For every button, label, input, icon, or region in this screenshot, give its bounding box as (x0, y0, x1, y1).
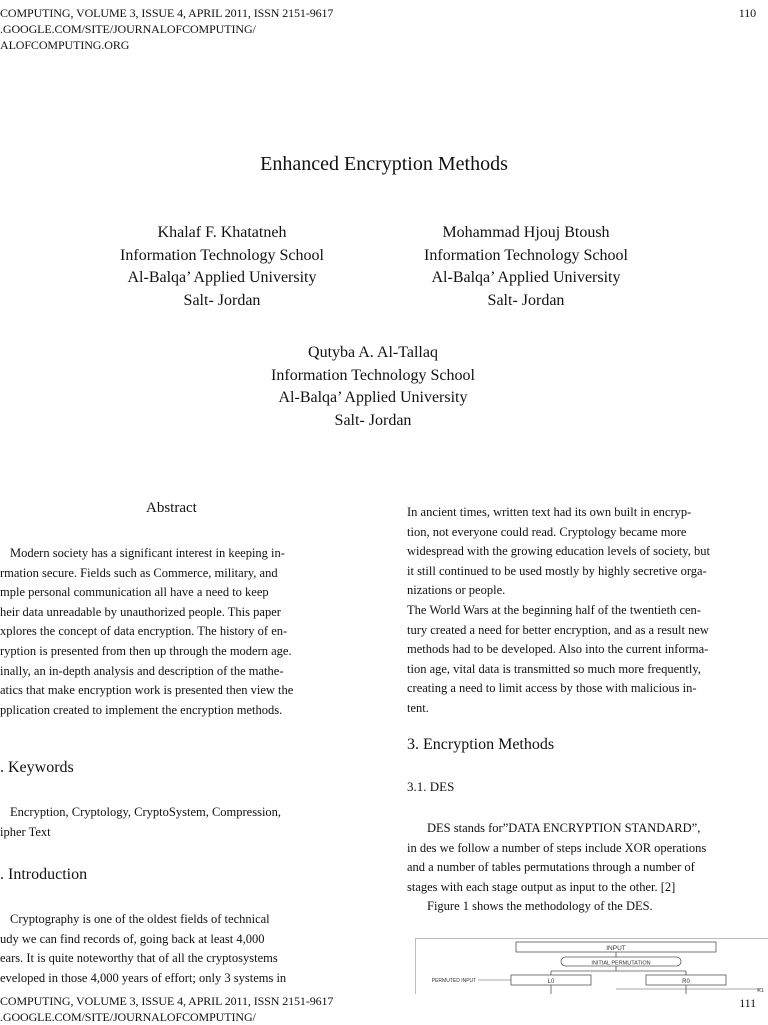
header-url-line: .GOOGLE.COM/SITE/JOURNALOFCOMPUTING/ (0, 1010, 256, 1024)
body-line: it still continued to be used mostly by highly secretive orga- (407, 563, 707, 578)
abstract-line: heir data unreadable by unauthorized people. This paper (0, 604, 281, 619)
r0-label: R0 (682, 979, 690, 985)
keywords-line: ipher Text (0, 824, 51, 839)
author-name: Mohammad Hjouj Btoush (442, 224, 610, 241)
abstract-heading: Abstract (146, 500, 197, 516)
author-university: Al-Balqa’ Applied University (431, 269, 621, 287)
header-journal-line: COMPUTING, VOLUME 3, ISSUE 4, APRIL 2011, ISSN 2151-9617 (0, 6, 334, 20)
keywords-line: Encryption, Cryptology, CryptoSystem, Compression, (10, 805, 282, 819)
author-block-2 (424, 222, 628, 312)
body-line: in des we follow a number of steps include XOR operations (407, 840, 707, 855)
introduction-heading: . Introduction (0, 866, 88, 883)
introduction-body (0, 910, 286, 988)
l0-label: L0 (547, 979, 555, 985)
body-line: In ancient times, written text had its own built in encryp- (407, 505, 692, 519)
abstract-line: mple personal communication all have a need to keep (0, 585, 269, 600)
body-line: tent. (407, 700, 429, 715)
des-figure (415, 938, 768, 994)
body-line: and a number of tables permutations through a number of (407, 860, 695, 875)
des-paragraph (407, 819, 706, 917)
abstract-line: inally, an in-depth analysis and description of the mathe- (0, 663, 284, 678)
introduction-line: eveloped in those 4,000 years of effort; only 3 systems in (0, 970, 287, 985)
running-header-bottom (0, 993, 333, 1025)
body-line: tion age, vital data is transmitted so much more frequently, (407, 661, 701, 676)
abstract-line: xplores the concept of data encryption. The history of en- (0, 624, 288, 639)
keywords-heading: . Keywords (0, 759, 74, 776)
section-3-heading: 3. Encryption Methods (407, 736, 555, 753)
abstract-line: ryption is presented from then up through the modern age. (0, 643, 292, 658)
permuted-input-label: PERMUTED INPUT (431, 978, 477, 984)
abstract-line: atics that make encryption work is presented then view the (0, 683, 294, 698)
des-diagram (416, 939, 768, 994)
author-block-1 (120, 222, 324, 312)
body-line: Figure 1 shows the methodology of the DES. (427, 899, 653, 914)
k1-label: K1 (757, 988, 764, 994)
abstract-line: pplication created to implement the encryption methods. (0, 702, 283, 717)
subsection-3-1-heading: 3.1. DES (407, 779, 455, 794)
body-line: tury created a need for better encryption, and as a result new (407, 622, 709, 637)
abstract-line: Modern society has a significant interest in keeping in- (10, 546, 285, 560)
author-block-3 (271, 342, 475, 432)
author-school: Information Technology School (271, 366, 475, 384)
body-line: stages with each stage output as input to the other. [2] (407, 879, 676, 894)
body-line: tion, not everyone could read. Cryptology became more (407, 524, 687, 539)
header-site-line: ALOFCOMPUTING.ORG (0, 38, 130, 52)
author-location: Salt- Jordan (183, 291, 261, 309)
keywords-body (0, 803, 281, 842)
header-journal-line: COMPUTING, VOLUME 3, ISSUE 4, APRIL 2011, ISSN 2151-9617 (0, 994, 334, 1008)
author-location: Salt- Jordan (487, 291, 565, 309)
introduction-line: Cryptography is one of the oldest fields of technical (10, 912, 270, 926)
body-line: DES stands for”DATA ENCRYPTION STANDARD”, (427, 821, 701, 835)
author-school: Information Technology School (120, 246, 324, 264)
body-line: creating a need to limit access by those with malicious in- (407, 681, 697, 696)
header-url-line: .GOOGLE.COM/SITE/JOURNALOFCOMPUTING/ (0, 22, 256, 36)
paper-title: Enhanced Encryption Methods (260, 153, 508, 175)
abstract-body (0, 544, 293, 720)
page-number-bottom: 111 (739, 996, 756, 1010)
author-university: Al-Balqa’ Applied University (127, 269, 317, 287)
abstract-line: rmation secure. Fields such as Commerce, military, and (0, 565, 278, 580)
author-name: Khalaf F. Khatatneh (157, 224, 287, 241)
body-line: The World Wars at the beginning half of the twentieth cen- (407, 602, 701, 617)
author-name: Qutyba A. Al-Tallaq (308, 344, 438, 361)
introduction-line: udy we can find records of, going back at least 4,000 (0, 931, 265, 946)
initial-permutation-label: INITIAL PERMUTATION (591, 960, 651, 967)
author-school: Information Technology School (424, 246, 628, 264)
body-line: methods had to be developed. Also into the current informa- (407, 642, 709, 657)
history-paragraph (407, 503, 710, 719)
body-line: nizations or people. (407, 583, 506, 598)
page-number-top: 110 (738, 6, 756, 20)
running-header-top (0, 5, 333, 53)
input-label: INPUT (606, 945, 626, 952)
body-line: widespread with the growing education levels of society, but (407, 544, 710, 559)
author-location: Salt- Jordan (334, 411, 412, 429)
introduction-line: ears. It is quite noteworthy that of all the cryptosystems (0, 951, 278, 966)
author-university: Al-Balqa’ Applied University (278, 389, 468, 407)
